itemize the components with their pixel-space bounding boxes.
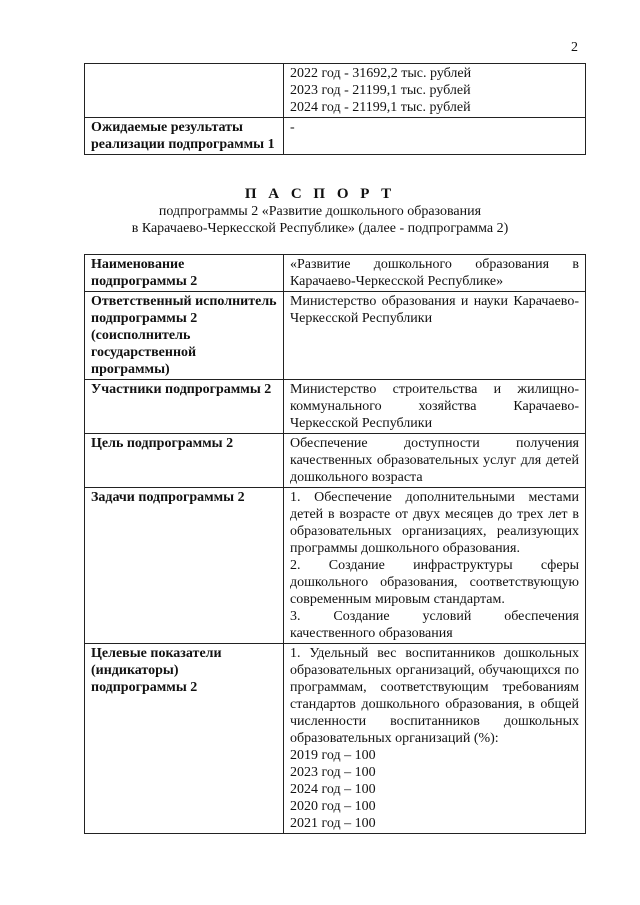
task-item: 3. Создание условий обеспечения качественного образования	[290, 609, 579, 641]
funding-label	[85, 64, 284, 118]
tasks-value	[284, 488, 586, 644]
executor-value: Министерство образования и науки Карачаево-Черкесской Республики	[284, 292, 586, 380]
page-number: 2	[571, 40, 578, 55]
indicator-year: 2021 год – 100	[290, 816, 376, 831]
funding-line: 2024 год - 21199,1 тыс. рублей	[290, 100, 471, 115]
indicators-value	[284, 644, 586, 834]
goal-label: Цель подпрограммы 2	[85, 434, 284, 488]
passport-title	[0, 185, 640, 237]
tasks-label: Задачи подпрограммы 2	[85, 488, 284, 644]
task-item: 1. Обеспечение дополнительными местами детей в возрасте от двух месяцев до трех лет в образовательных организациях, реализующих программы дошкольного образования.	[290, 490, 579, 556]
goal-value: Обеспечение доступности получения качественных образовательных услуг для детей дошкольного возраста	[284, 434, 586, 488]
expected-results-label: Ожидаемые результаты реализации подпрограммы 1	[85, 118, 284, 155]
passport-subtitle-1: подпрограммы 2 «Развитие дошкольного образования	[158, 204, 482, 219]
table-row	[85, 64, 586, 118]
name-label: Наименование подпрограммы 2	[85, 255, 284, 292]
indicator-year: 2024 год – 100	[290, 782, 376, 797]
funding-line: 2022 год - 31692,2 тыс. рублей	[290, 66, 472, 81]
funding-table	[84, 63, 586, 155]
table-row	[85, 488, 586, 644]
funding-line: 2023 год - 21199,1 тыс. рублей	[290, 83, 471, 98]
indicators-label: Целевые показатели (индикаторы) подпрограммы 2	[85, 644, 284, 834]
name-value: «Развитие дошкольного образования в Карачаево-Черкесской Республике»	[284, 255, 586, 292]
table-row	[85, 434, 586, 488]
funding-values	[284, 64, 586, 118]
participants-value: Министерство строительства и жилищно-коммунального хозяйства Карачаево-Черкесской Республики	[284, 380, 586, 434]
table-row	[85, 118, 586, 155]
task-item: 2. Создание инфраструктуры сферы дошкольного образования, соответствующую современным мировым стандартам.	[290, 558, 579, 607]
passport-subtitle-2: в Карачаево-Черкесской Республике» (далее - подпрограмма 2)	[131, 221, 509, 236]
indicator-year: 2019 год – 100	[290, 748, 376, 763]
table-row	[85, 292, 586, 380]
passport-table	[84, 254, 586, 834]
table-row	[85, 644, 586, 834]
expected-results-value: -	[284, 118, 586, 155]
participants-label: Участники подпрограммы 2	[85, 380, 284, 434]
indicator-year: 2023 год – 100	[290, 765, 376, 780]
indicator-item: 1. Удельный вес воспитанников дошкольных образовательных организаций, обучающихся по программам, соответствующим требованиям стандартов дошкольного образования, в общей численности воспитанников дошкольных образовательных организаций (%):	[290, 646, 579, 746]
indicator-year: 2020 год – 100	[290, 799, 376, 814]
passport-heading: П А С П О Р Т	[244, 186, 396, 202]
table-row	[85, 255, 586, 292]
executor-label: Ответственный исполнитель подпрограммы 2 (соисполнитель государственной программы)	[85, 292, 284, 380]
table-row	[85, 380, 586, 434]
